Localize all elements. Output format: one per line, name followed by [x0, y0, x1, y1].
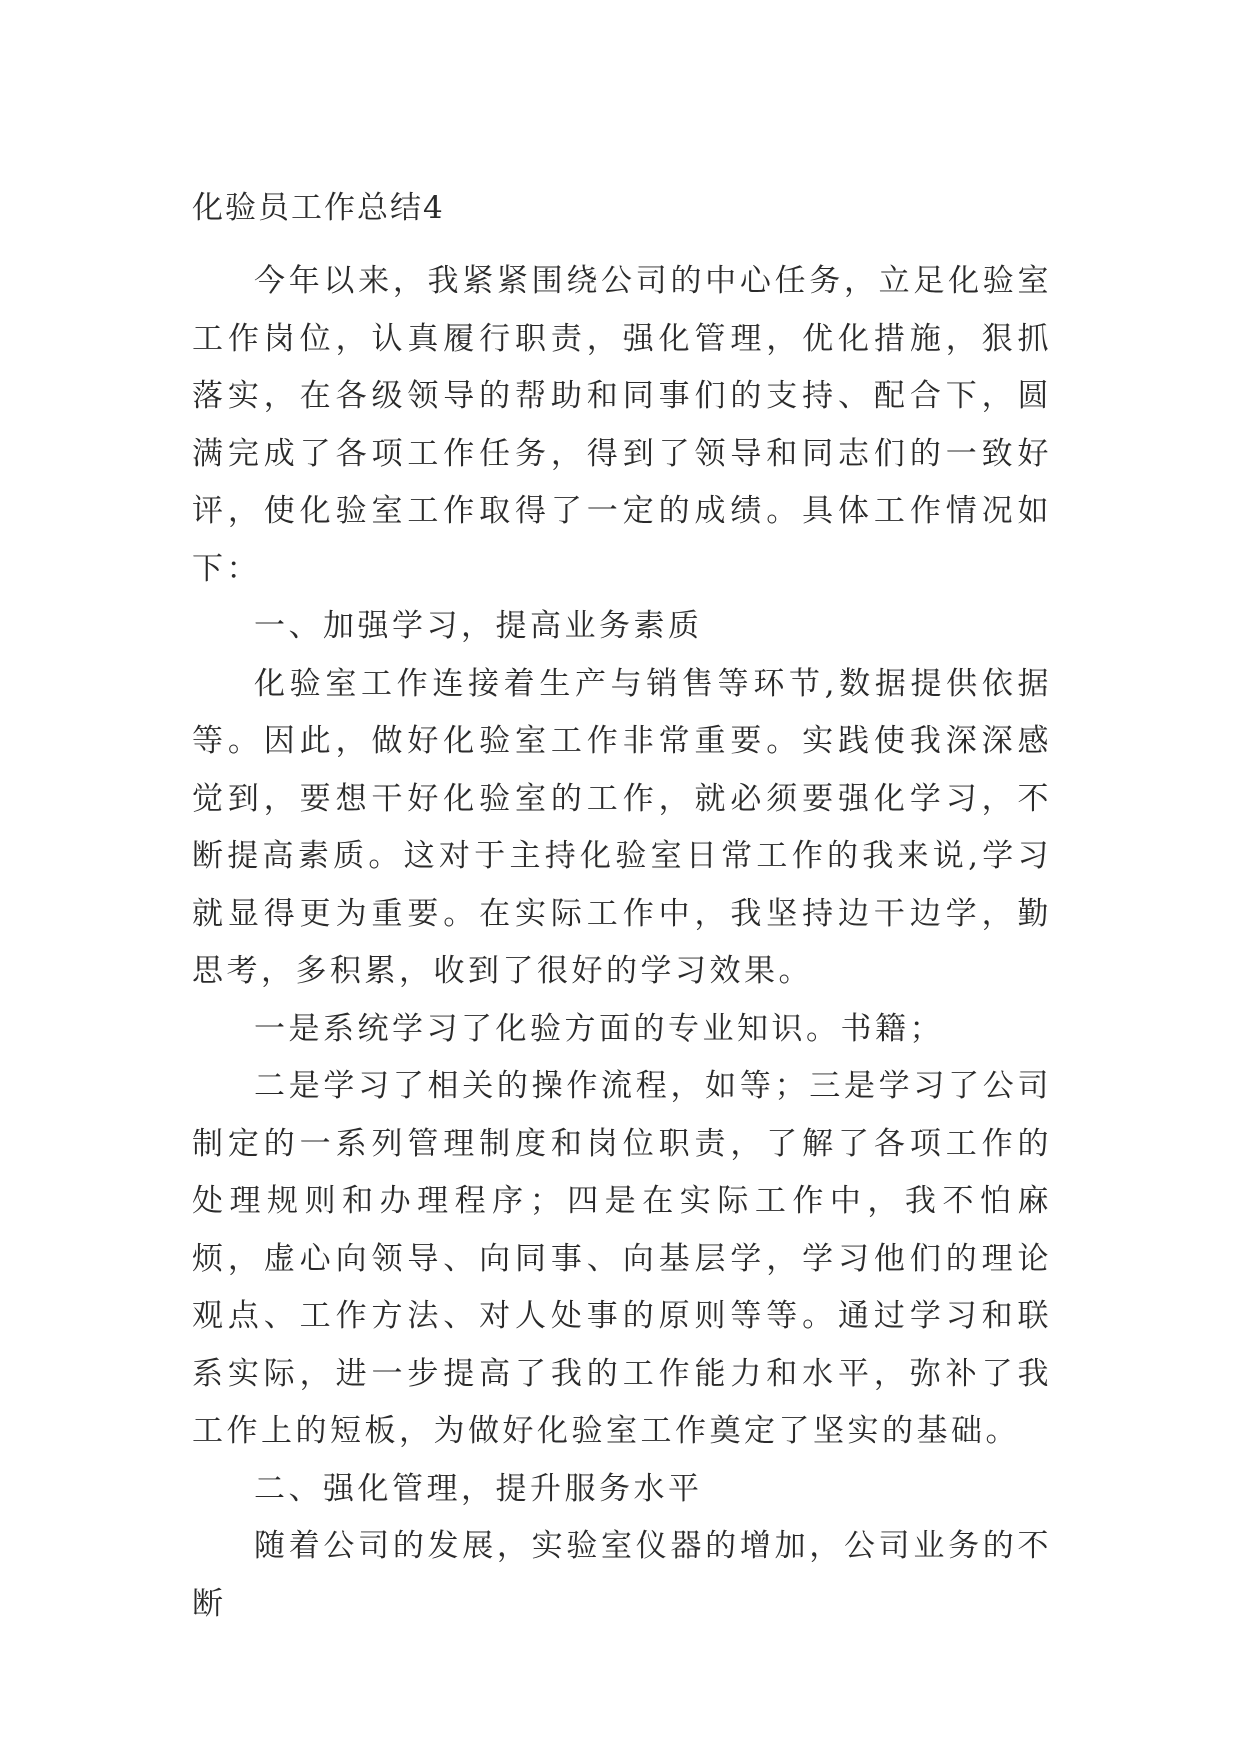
section-heading-2: 二、强化管理，提升服务水平 [254, 1470, 703, 1507]
document-title: 化验员工作总结4 [192, 190, 445, 226]
section-heading-1: 一、加强学习，提高业务素质 [254, 608, 703, 644]
paragraph-point-2-4: 二是学习了相关的操作流程，如等；三是学习了公司制定的一系列管理制度和岗位职责，了解了各项工作的处理规则和办理程序；四是在实际工作中，我不怕麻烦，虚心向领导、向同事、向基层学，学习他们的理论观点、工作方法、对人处事的原则等等。通过学习和联系实际，进一步提高了我的工作能力和水平，弥补了我工作上的短板，为做好化验室工作奠定了坚实的基础。 [192, 1068, 1052, 1449]
paragraph-point-1: 一是系统学习了化验方面的专业知识。书籍； [254, 1010, 944, 1047]
paragraph-section-2: 随着公司的发展，实验室仪器的增加，公司业务的不断 [192, 1528, 1052, 1622]
document-body [192, 253, 1052, 1633]
document-page [192, 188, 1052, 1633]
paragraph-section-1: 化验室工作连接着生产与销售等环节,数据提供依据等。因此，做好化验室工作非常重要。实践使我深深感觉到，要想干好化验室的工作，就必须要强化学习，不断提高素质。这对于主持化验室日常工作的我来说,学习就显得更为重要。在实际工作中，我坚持边干边学，勤思考，多积累，收到了很好的学习效果。 [192, 665, 1052, 989]
paragraph-intro: 今年以来，我紧紧围绕公司的中心任务，立足化验室工作岗位，认真履行职责，强化管理，优化措施，狠抓落实，在各级领导的帮助和同事们的支持、配合下，圆满完成了各项工作任务，得到了领导和同志们的一致好评，使化验室工作取得了一定的成绩。具体工作情况如下： [192, 263, 1052, 587]
